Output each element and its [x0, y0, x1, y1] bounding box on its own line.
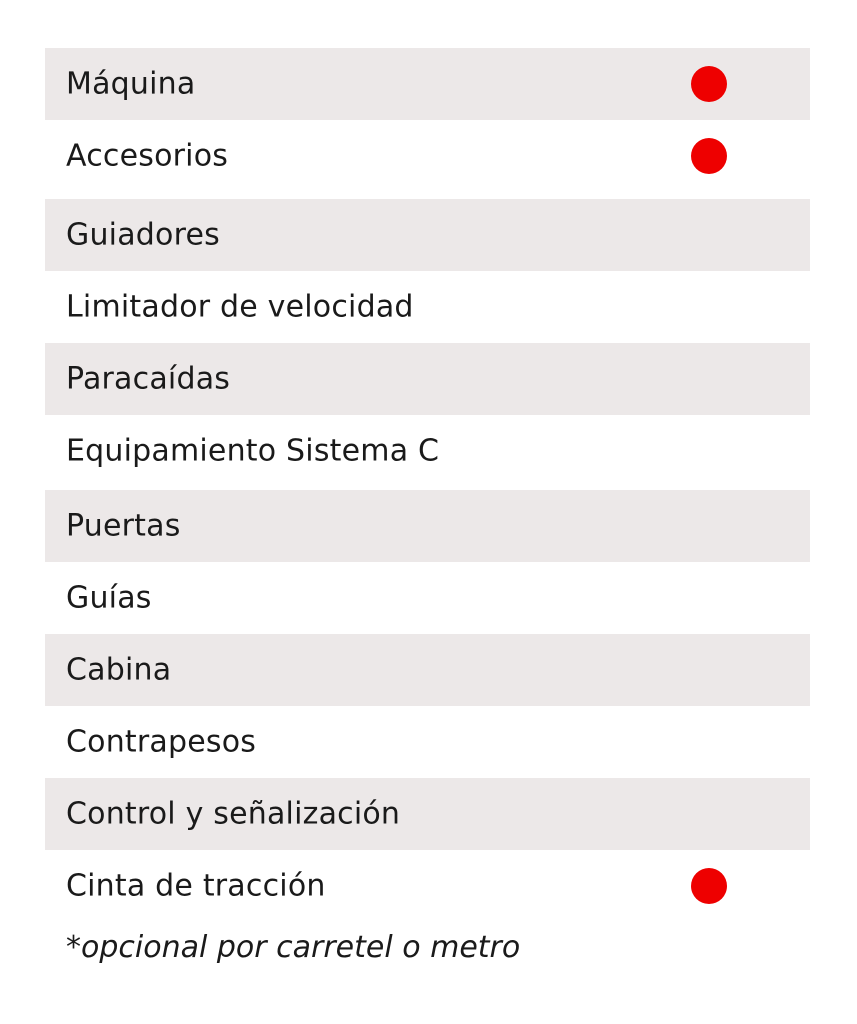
table-row: [45, 850, 810, 922]
table-row: [45, 343, 810, 415]
red-dot-icon: [691, 868, 727, 904]
row-label: Guiadores: [66, 217, 220, 253]
row-label: Contrapesos: [66, 724, 257, 760]
red-dot-icon: [691, 66, 727, 102]
table-row: [45, 48, 810, 120]
table-row: [45, 415, 810, 487]
table-row: [45, 490, 810, 562]
footnote: *opcional por carretel o metro: [66, 930, 521, 965]
row-label: Máquina: [66, 66, 196, 102]
row-label: Cabina: [66, 652, 172, 688]
table-row: [45, 706, 810, 778]
table-row: [45, 634, 810, 706]
table-row: [45, 778, 810, 850]
table-row: [45, 271, 810, 343]
row-label: Puertas: [66, 508, 181, 544]
row-label: Guías: [66, 580, 152, 616]
row-label: Limitador de velocidad: [66, 289, 414, 325]
row-label: Equipamiento Sistema C: [66, 433, 440, 469]
row-label: Cinta de tracción: [66, 868, 326, 904]
row-label: Paracaídas: [66, 361, 231, 397]
red-dot-icon: [691, 138, 727, 174]
row-label: Accesorios: [66, 138, 229, 174]
table-row: [45, 199, 810, 271]
table-row: [45, 120, 810, 192]
table-row: [45, 562, 810, 634]
row-label: Control y señalización: [66, 796, 401, 832]
